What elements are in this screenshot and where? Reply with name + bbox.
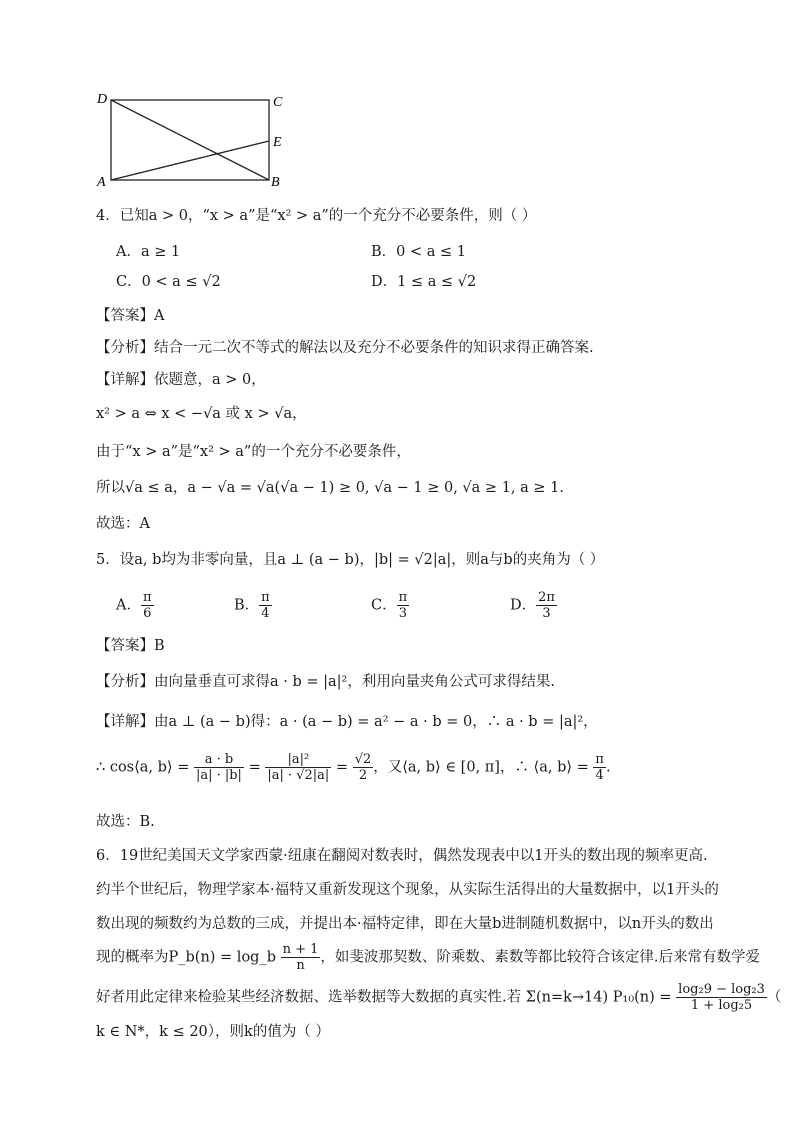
q5-detail-1 [96,712,598,732]
label-b: B [271,175,280,190]
label-c: C [273,95,283,110]
q4-detail-1 [96,370,266,390]
q5-option-c [371,590,409,621]
fraction-num: √2 [354,752,372,767]
q5-stem: 5．设a, b均为非零向量，且a ⊥ (a − b)，|b| = √2|a|，则a与b的夹角为（ ） [96,552,605,568]
equals-sign: = [335,759,349,776]
q4-option-b: B．0 < a ≤ 1 [371,244,466,260]
label-e: E [273,135,282,150]
q4-detail-4: 所以√a ≤ a，a − √a = √a(√a − 1) ≥ 0, √a − 1 ≥ 0, √a ≥ 1, a ≥ 1. [96,480,564,496]
detail-text: 依题意，a > 0， [154,372,266,388]
q4-option-a: A．a ≥ 1 [116,244,181,260]
q5-option-d [510,590,557,621]
label-a: A [97,175,106,190]
q5-option-b [234,590,272,621]
fraction-4 [593,752,606,783]
q5-choice: 故选：B. [96,814,155,830]
answer-tag: 【答案】 [96,638,154,654]
q6-line-2: 约半个世纪后，物理学家本·福特又重新发现这个现象，从实际生活得出的大量数据中，以1开头的 [96,882,719,898]
geometry-figure [95,88,295,194]
line-prefix: 好者用此定律来检验某些经济数据、选举数据等大数据的真实性.若 Σ(n=k→14) P₁₀(n) = [96,989,672,1006]
fraction-num: 2π [538,590,555,605]
q6-line-4 [96,942,760,973]
answer-tag: 【答案】 [96,308,154,324]
segment-ae [111,141,269,180]
fraction-num: π [398,590,408,605]
option-prefix: A． [116,597,141,614]
fraction-den: 3 [398,606,408,621]
analysis-tag: 【分析】 [96,340,154,356]
fraction-den: 4 [261,606,270,621]
q5-detail-2 [96,752,611,783]
fraction-num: a · b [194,752,244,768]
answer-value: B [154,638,165,654]
q4-option-d: D．1 ≤ a ≤ √2 [371,274,477,290]
line-prefix: 现的概率为P_b(n) = log_b [96,949,276,966]
q4-analysis [96,338,594,358]
q5-answer [96,636,165,656]
fraction-den: 4 [595,768,604,783]
fraction-log [281,942,321,973]
detail-text: 由a ⊥ (a − b)得：a · (a − b) = a² − a · b = 0，∴ a · b = |a|²， [154,714,598,730]
line-suffix: （ [766,989,782,1006]
analysis-tag: 【分析】 [96,674,154,690]
q5-analysis [96,672,555,692]
option-prefix: D． [510,597,537,614]
fraction-num: π [142,590,152,605]
fraction-den: 2 [358,768,368,783]
detail-tag: 【详解】 [96,372,154,388]
fraction-log-ratio [676,982,767,1013]
q6-line-3: 数出现的频数约为总数的三成，并提出本·福特定律，即在大量b进制随机数据中，以n开头的数出 [96,916,714,932]
fraction-den: |a| · √2|a| [267,768,330,783]
answer-value: A [154,308,165,324]
q6-line-1: 6．19世纪美国天文学家西蒙·纽康在翻阅对数表时，偶然发现表中以1开头的数出现的频率更高. [96,848,708,864]
option-fraction [536,590,557,621]
q6-line-5 [96,982,781,1013]
fraction-num: log₂9 − log₂3 [678,982,765,997]
detail-mid: ，又⟨a, b⟩ ∈ [0, π]，∴ ⟨a, b⟩ = [373,759,589,776]
line-suffix: ，如斐波那契数、阶乘数、素数等都比较符合该定律.后来常有数学爱 [320,949,761,966]
detail-tag: 【详解】 [96,714,154,730]
q4-option-c: C．0 < a ≤ √2 [116,274,221,290]
option-fraction [259,590,272,621]
fraction-2 [265,752,331,783]
option-prefix: B． [234,597,260,614]
q4-stem: 4．已知a > 0，“x > a”是“x² > a”的一个充分不必要条件，则（ ） [96,208,537,224]
fraction-den: n [296,958,305,973]
fraction-num: π [261,590,270,605]
q4-detail-3: 由于“x > a”是“x² > a”的一个充分不必要条件， [96,444,411,460]
fraction-den: 1 + log₂5 [690,998,753,1013]
fraction-num: |a|² [265,752,331,768]
analysis-text: 结合一元二次不等式的解法以及充分不必要条件的知识求得正确答案. [154,340,594,356]
fraction-num: n + 1 [282,942,319,957]
q5-option-a [116,590,154,621]
fraction-num: π [595,752,604,767]
detail-prefix: ∴ cos⟨a, b⟩ = [96,759,190,776]
fraction-1 [194,752,244,783]
q4-answer [96,306,164,326]
label-d: D [97,92,108,107]
fraction-den: 6 [143,606,152,621]
analysis-text: 由向量垂直可求得a · b = |a|²，利用向量夹角公式可求得结果. [154,674,555,690]
equals-sign: = [248,759,261,776]
option-fraction [397,590,410,621]
detail-end: . [605,759,611,776]
diagonal-db [111,100,269,180]
option-fraction [141,590,154,621]
q4-choice: 故选：A [96,516,150,532]
fraction-3 [353,752,374,783]
q6-line-6: k ∈ N*，k ≤ 20），则k的值为（ ） [96,1024,330,1040]
option-prefix: C． [371,597,397,614]
fraction-den: 3 [542,606,551,621]
fraction-den: |a| · |b| [195,768,242,783]
q4-detail-2: x² > a ⇔ x < −√a 或 x > √a， [96,406,307,422]
